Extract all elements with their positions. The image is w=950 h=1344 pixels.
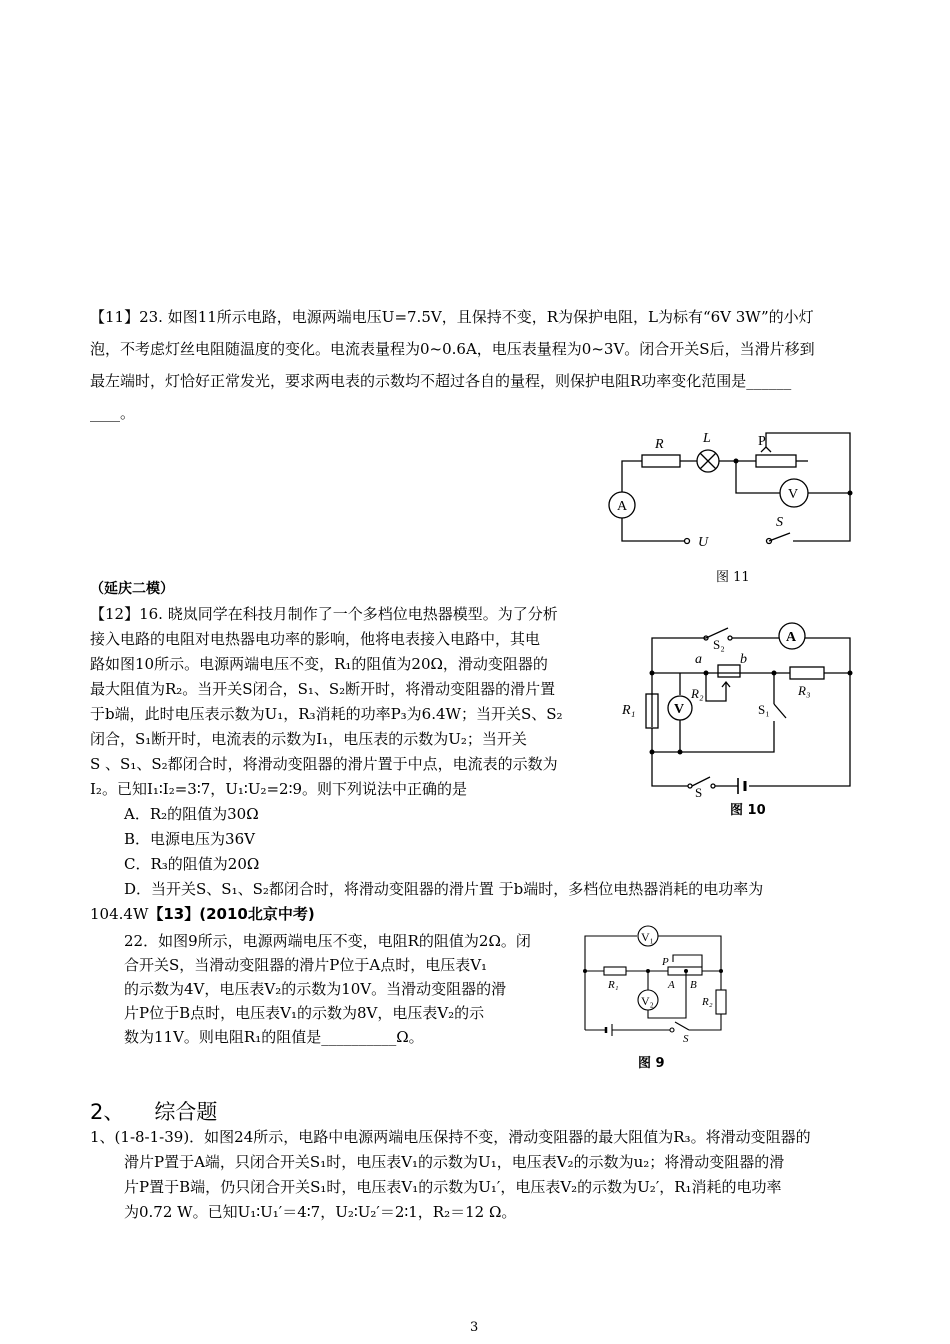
q23-line-1: 【11】23. 如图11所示电路，电源两端电压U=7.5V，且保持不变，R为保护电阻，L为标有“6V 3W”的小灯	[90, 308, 814, 326]
q22-line-3: 的示数为4V，电压表V₂的示数为10V。当滑动变阻器的滑	[124, 980, 507, 998]
fig9-label-r2: R₂	[702, 996, 713, 1008]
fig10-label-b-point: b	[740, 652, 747, 667]
q16-option-b: B．电源电压为36V	[124, 830, 255, 848]
fig10-label-a: A	[786, 630, 797, 645]
fig10-label-v: V	[674, 702, 685, 717]
figure-10-circuit	[622, 622, 860, 800]
q23-line-3: 最左端时，灯恰好正常发光，要求两电表的示数均不超过各自的量程，则保护电阻R功率变化范围是______	[90, 372, 792, 390]
fig11-label-p: P	[758, 434, 766, 449]
comp-q-line-2: 滑片P置于A端，只闭合开关S₁时，电压表V₁的示数为U₁，电压表V₂的示数为u₂；将滑动变阻器的滑	[124, 1153, 785, 1171]
fig10-label-a-point: a	[695, 652, 702, 667]
q16-line-3: 路如图10所示。电源两端电压不变，R₁的阻值为20Ω，滑动变阻器的	[90, 655, 548, 673]
section-yanqing: （延庆二模）	[90, 581, 174, 597]
q16-option-d-value: 104.4W	[90, 905, 149, 923]
fig9-label-r1: R₁	[608, 979, 619, 991]
q16-line-1: 【12】16. 晓岚同学在科技月制作了一个多档位电热器模型。为了分析	[90, 605, 558, 623]
figure-9-caption: 图 9	[638, 1056, 665, 1071]
fig10-label-s1: S₁	[758, 702, 770, 717]
fig9-label-v2: V₂	[641, 994, 654, 1008]
q16-line-8: I₂。已知I₁∶I₂=3∶7，U₁∶U₂=2∶9。则下列说法中正确的是	[90, 780, 468, 798]
fig9-label-a: A	[668, 979, 675, 991]
fig11-label-r: R	[655, 437, 664, 452]
fig9-label-b: B	[690, 979, 697, 991]
fig10-label-r2: R₂	[691, 686, 704, 701]
q22-line-4: 片P位于B点时，电压表V₁的示数为8V，电压表V₂的示	[124, 1004, 485, 1022]
fig10-label-r1: R₁	[622, 703, 636, 718]
figure-11-caption: 图 11	[716, 570, 750, 585]
q16-option-a: A．R₂的阻值为30Ω	[124, 805, 259, 823]
q23-line-4: ____。	[90, 404, 136, 422]
q16-line-6: 闭合，S₁断开时，电流表的示数为I₁，电压表的示数为U₂；当开关	[90, 730, 527, 748]
figure-10-caption: 图 10	[730, 803, 766, 818]
q16-option-c: C．R₃的阻值为20Ω	[124, 855, 260, 873]
q16-option-d: D．当开关S、S₁、S₂都闭合时，将滑动变阻器的滑片置 于b端时，多档位电热器消耗的电功率为	[124, 880, 764, 898]
q22-line-5: 数为11V。则电阻R₁的阻值是__________Ω。	[124, 1028, 424, 1046]
page-number: 3	[470, 1320, 479, 1335]
q16-line-5: 于b端，此时电压表示数为U₁，R₃消耗的功率P₃为6.4W；当开关S、S₂	[90, 705, 563, 723]
comp-q-line-4: 为0.72 W。已知U₁∶U₁′＝4∶7，U₂∶U₂′＝2∶1，R₂＝12 Ω。	[124, 1203, 517, 1221]
section-2-number: 2、	[90, 1100, 125, 1124]
q22-line-2: 合开关S，当滑动变阻器的滑片P位于A点时，电压表V₁	[124, 956, 488, 974]
q16-option-d-continued	[90, 901, 315, 927]
q22-line-1: 22．如图9所示，电源两端电压不变，电阻R的阻值为2Ω。闭	[124, 932, 531, 950]
fig9-label-v1: V₁	[641, 930, 654, 944]
fig11-label-v: V	[788, 487, 799, 502]
q16-line-4: 最大阻值为R₂。当开关S闭合，S₁、S₂断开时，将滑动变阻器的滑片置	[90, 680, 556, 698]
figure-9-circuit	[578, 925, 728, 1045]
fig10-label-r3: R₃	[798, 683, 811, 698]
q16-line-7: S 、S₁、S₂都闭合时，将滑动变阻器的滑片置于中点，电流表的示数为	[90, 755, 558, 773]
figure-11-circuit	[600, 425, 860, 550]
fig11-label-s: S	[776, 515, 783, 530]
fig9-label-p: P	[662, 956, 669, 968]
fig11-label-a: A	[617, 499, 628, 514]
comp-q-line-3: 片P置于B端，仍只闭合开关S₁时，电压表V₁的示数为U₁′，电压表V₂的示数为U₂′，R₁消耗的电功率	[124, 1178, 782, 1196]
section-2-title: 综合题	[154, 1100, 218, 1124]
fig10-label-s2: S₂	[713, 637, 725, 652]
q16-line-2: 接入电路的电阻对电热器电功率的影响，他将电表接入电路中，其电	[90, 630, 541, 648]
fig11-label-u: U	[698, 535, 709, 550]
fig10-label-s: S	[695, 785, 703, 800]
fig9-label-s: S	[683, 1033, 689, 1045]
q23-line-2: 泡，不考虑灯丝电阻随温度的变化。电流表量程为0~0.6A，电压表量程为0~3V。闭合开关S后，当滑片移到	[90, 340, 815, 358]
source-13: 【13】(2010北京中考)	[148, 905, 315, 923]
fig11-label-l: L	[703, 431, 711, 446]
comp-q-line-1: 1、(1-8-1-39)．如图24所示，电路中电源两端电压保持不变，滑动变阻器的最大阻值为R₃。将滑动变阻器的	[90, 1128, 811, 1146]
